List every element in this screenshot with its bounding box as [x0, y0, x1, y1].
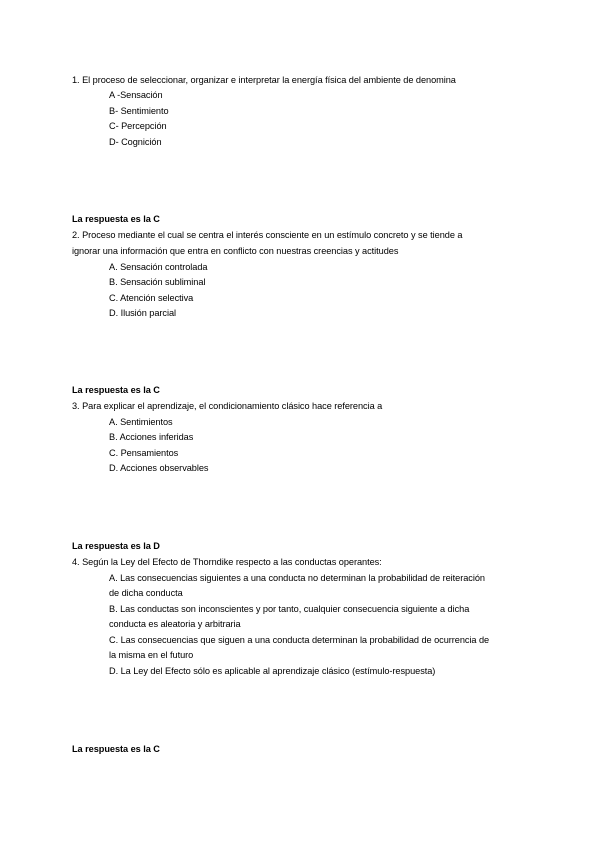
question-3-option-d: D. Acciones observables: [109, 463, 209, 473]
question-3-option-b: B. Acciones inferidas: [109, 432, 194, 442]
question-1-option-c: C- Percepción: [109, 121, 167, 131]
question-4-option-a: A. Las consecuencias siguientes a una conducta no determinan la probabilidad de reiteración: [109, 573, 485, 583]
question-2-option-b: B. Sensación subliminal: [109, 277, 206, 287]
question-4-option-b: B. Las conductas son inconscientes y por tanto, cualquier consecuencia siguiente a dicha: [109, 604, 470, 614]
question-3-option-c: C. Pensamientos: [109, 448, 179, 458]
question-4-option-c-cont: la misma en el futuro: [109, 650, 194, 660]
question-1-option-b: B- Sentimiento: [109, 106, 169, 116]
question-2-option-d: D. Ilusión parcial: [109, 308, 177, 318]
question-2-option-c: C. Atención selectiva: [109, 293, 194, 303]
question-1-option-d: D- Cognición: [109, 137, 162, 147]
question-2-option-a: A. Sensación controlada: [109, 262, 208, 272]
question-2-stem-cont: ignorar una información que entra en conflicto con nuestras creencias y actitudes: [72, 246, 399, 256]
question-3-answer: La respuesta es la D: [72, 541, 160, 551]
question-4-option-d: D. La Ley del Efecto sólo es aplicable al aprendizaje clásico (estímulo-respuesta): [109, 666, 436, 676]
question-4-stem: 4. Según la Ley del Efecto de Thorndike respecto a las conductas operantes:: [72, 557, 382, 567]
question-3-stem: 3. Para explicar el aprendizaje, el condicionamiento clásico hace referencia a: [72, 401, 383, 411]
question-2-stem: 2. Proceso mediante el cual se centra el interés consciente en un estímulo concreto y se tiende a: [72, 230, 463, 240]
question-4-option-a-cont: de dicha conducta: [109, 588, 183, 598]
question-3-option-a: A. Sentimientos: [109, 417, 173, 427]
question-4-option-b-cont: conducta es aleatoria y arbitraria: [109, 619, 241, 629]
question-4-answer: La respuesta es la C: [72, 744, 160, 754]
question-1-option-a: A -Sensación: [109, 90, 163, 100]
question-1-stem: 1. El proceso de seleccionar, organizar e interpretar la energía física del ambiente de denomina: [72, 75, 456, 85]
question-2-answer: La respuesta es la C: [72, 385, 160, 395]
question-4-option-c: C. Las consecuencias que siguen a una conducta determinan la probabilidad de ocurrencia de: [109, 635, 490, 645]
question-1-answer: La respuesta es la C: [72, 214, 160, 224]
